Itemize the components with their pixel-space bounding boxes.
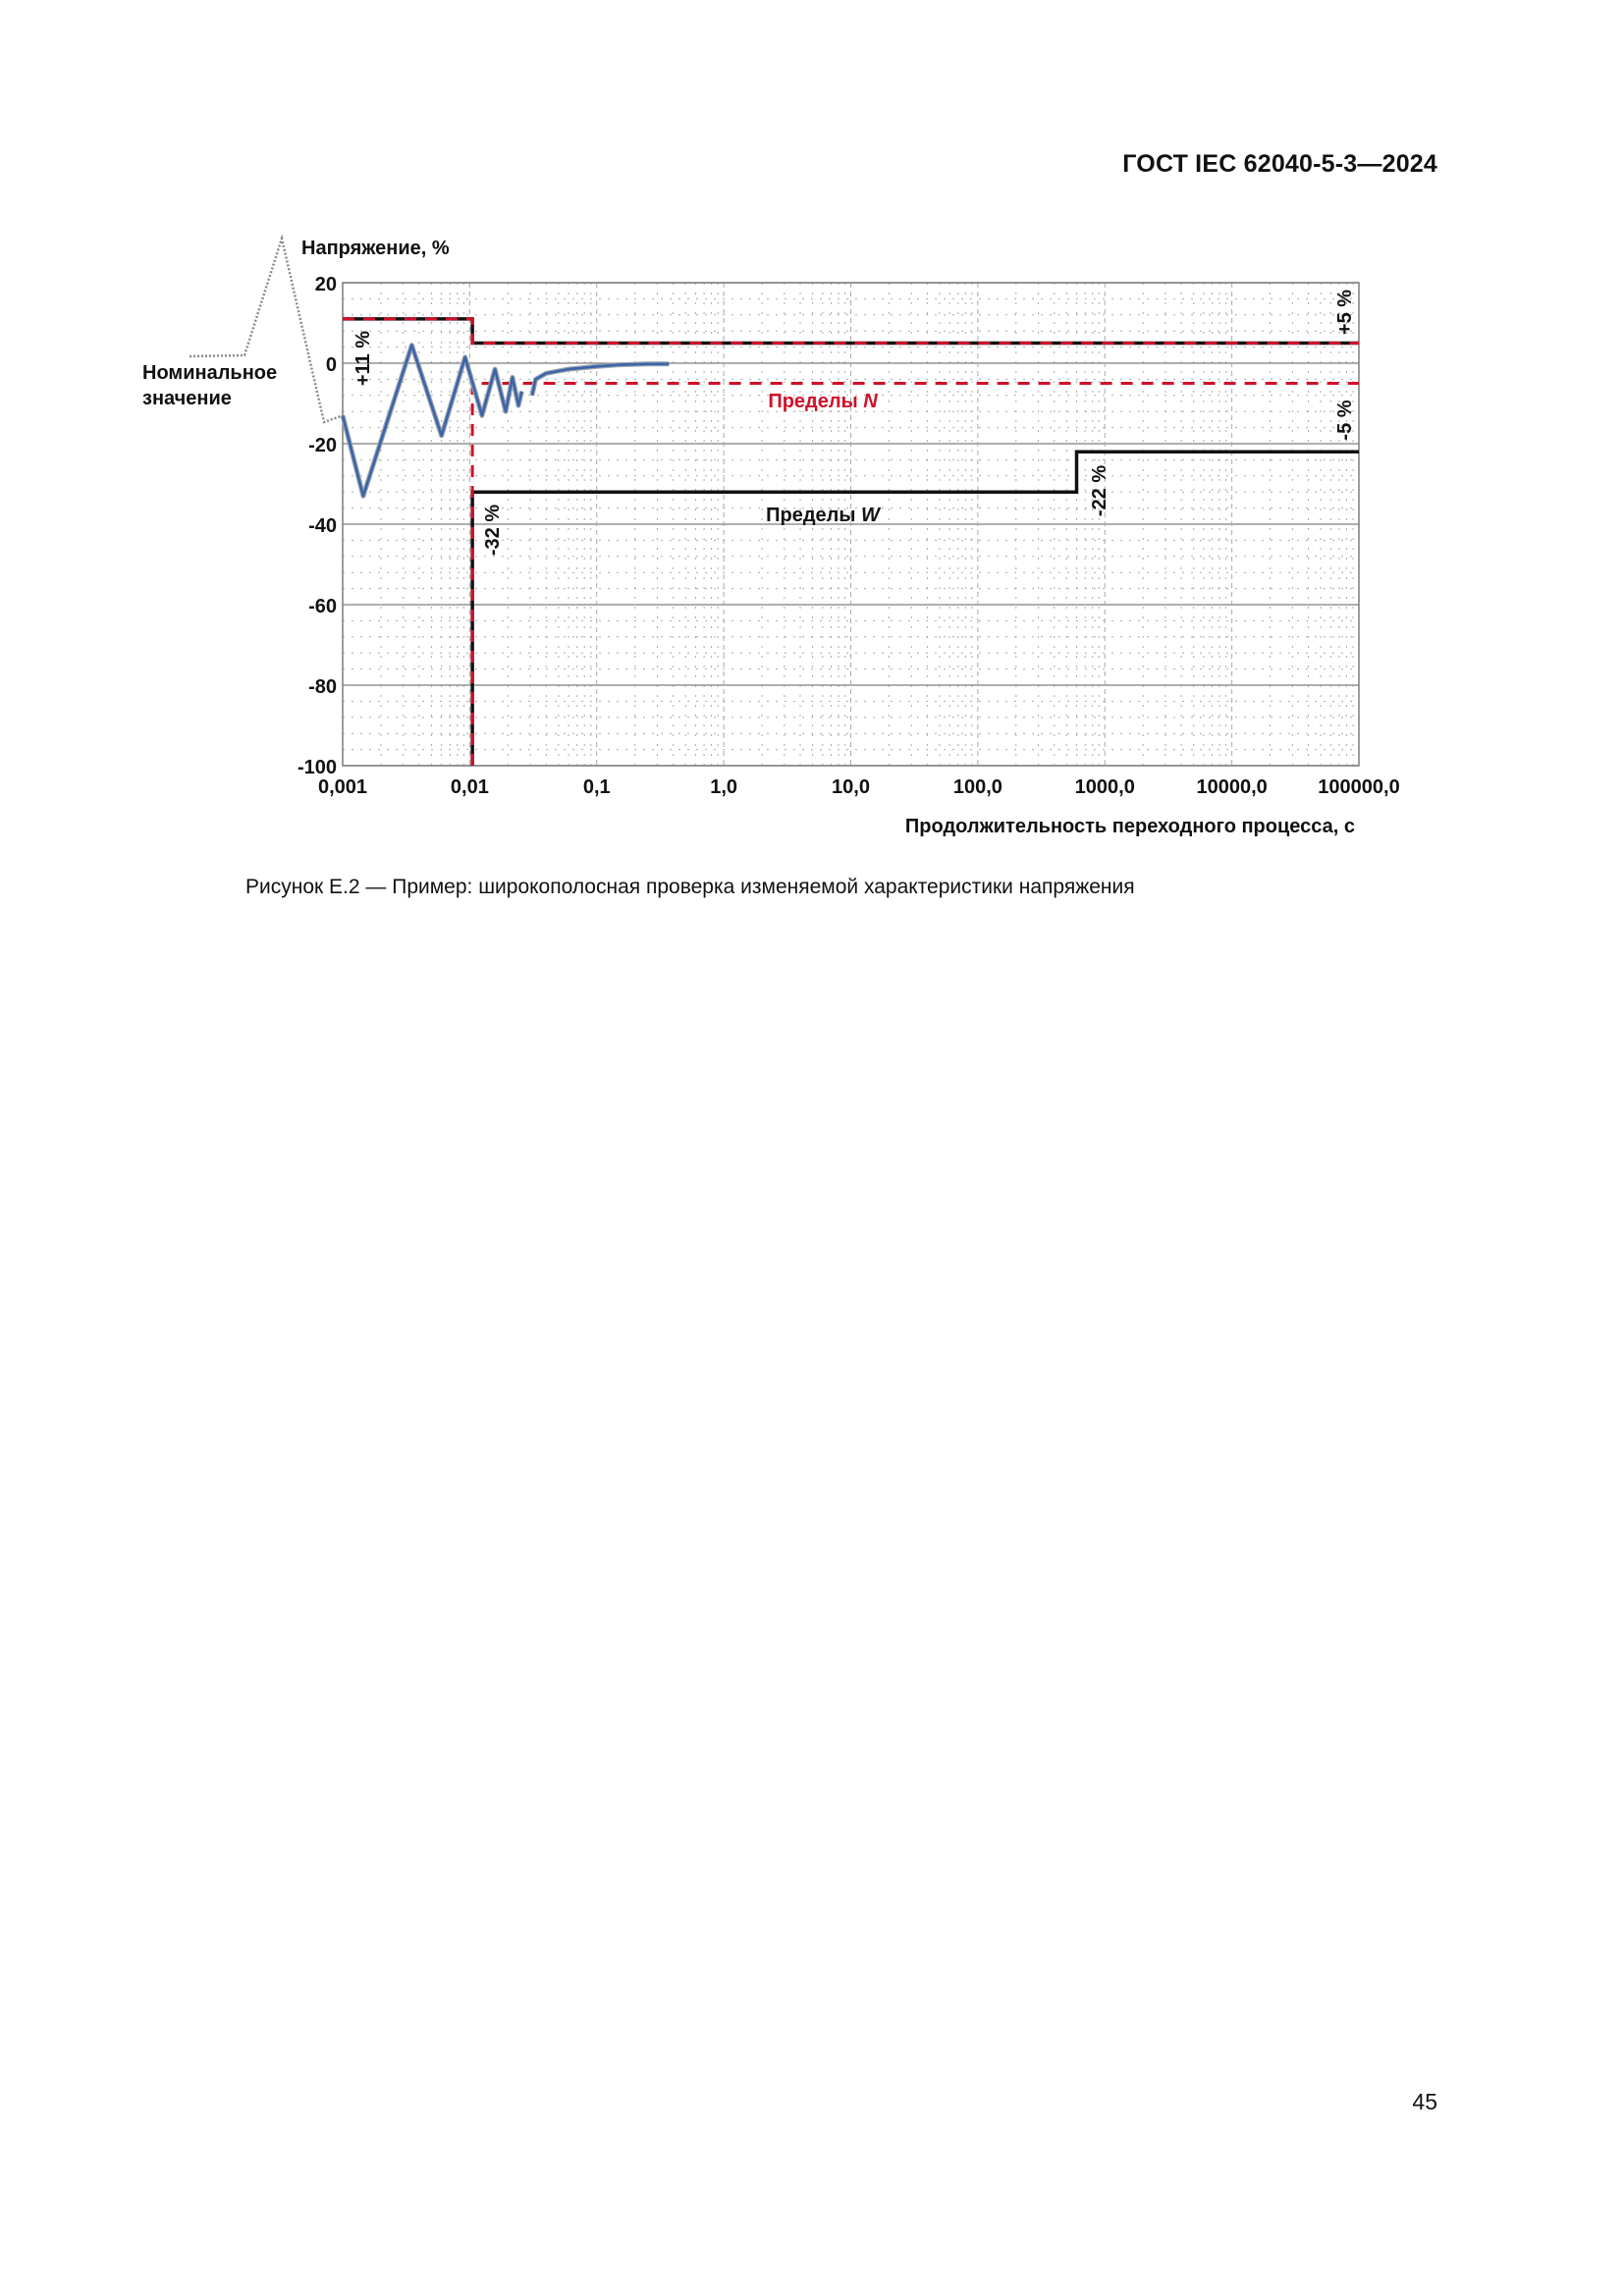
limits-n-letter: N (863, 391, 878, 412)
y-tick-label: 0 (325, 354, 337, 376)
x-tick-label: 0,1 (582, 776, 611, 798)
annotation-plus-5: +5 % (1334, 289, 1356, 336)
y-tick-label: -20 (308, 435, 337, 456)
figure-caption: Рисунок Е.2 — Пример: широкополосная проверка изменяемой характеристики напряжения (245, 876, 1135, 898)
x-tick-labels (318, 776, 1400, 798)
x-tick-label: 100,0 (952, 776, 1002, 798)
nominal-label-line2: значение (142, 388, 232, 409)
x-axis-title: Продолжительность переходного процесса, с (904, 816, 1355, 837)
y-tick-label: -60 (308, 596, 337, 617)
annotation-minus-32: -32 % (482, 504, 504, 557)
x-tick-label: 100000,0 (1318, 776, 1400, 798)
annotation-minus-22: -22 % (1089, 464, 1110, 517)
x-tick-label: 0,001 (317, 776, 368, 798)
document-id: ГОСТ IEC 62040-5-3—2024 (1122, 150, 1437, 178)
limits-w-word: Пределы (766, 505, 861, 526)
y-tick-label: -80 (308, 676, 337, 698)
annotation-plus-11: +11 % (352, 330, 374, 387)
limits-n-label (768, 391, 878, 412)
x-tick-label: 1,0 (710, 776, 738, 798)
annotation-minus-5: -5 % (1334, 400, 1356, 441)
limits-w-label (766, 505, 882, 526)
nominal-label-line1: Номинальное (142, 362, 278, 384)
limits-w-letter: W (860, 505, 880, 526)
x-tick-label: 10,0 (832, 776, 870, 798)
y-tick-label: -100 (297, 757, 337, 778)
x-tick-label: 0,01 (450, 776, 489, 798)
page-number: 45 (1412, 2089, 1437, 2114)
y-axis-title: Напряжение, % (301, 238, 450, 259)
y-tick-labels (298, 274, 337, 778)
x-tick-label: 10000,0 (1196, 776, 1268, 798)
x-tick-label: 1000,0 (1074, 776, 1135, 798)
y-tick-label: 20 (314, 274, 337, 295)
limits-n-word: Пределы (768, 391, 864, 412)
y-tick-label: -40 (308, 515, 337, 537)
